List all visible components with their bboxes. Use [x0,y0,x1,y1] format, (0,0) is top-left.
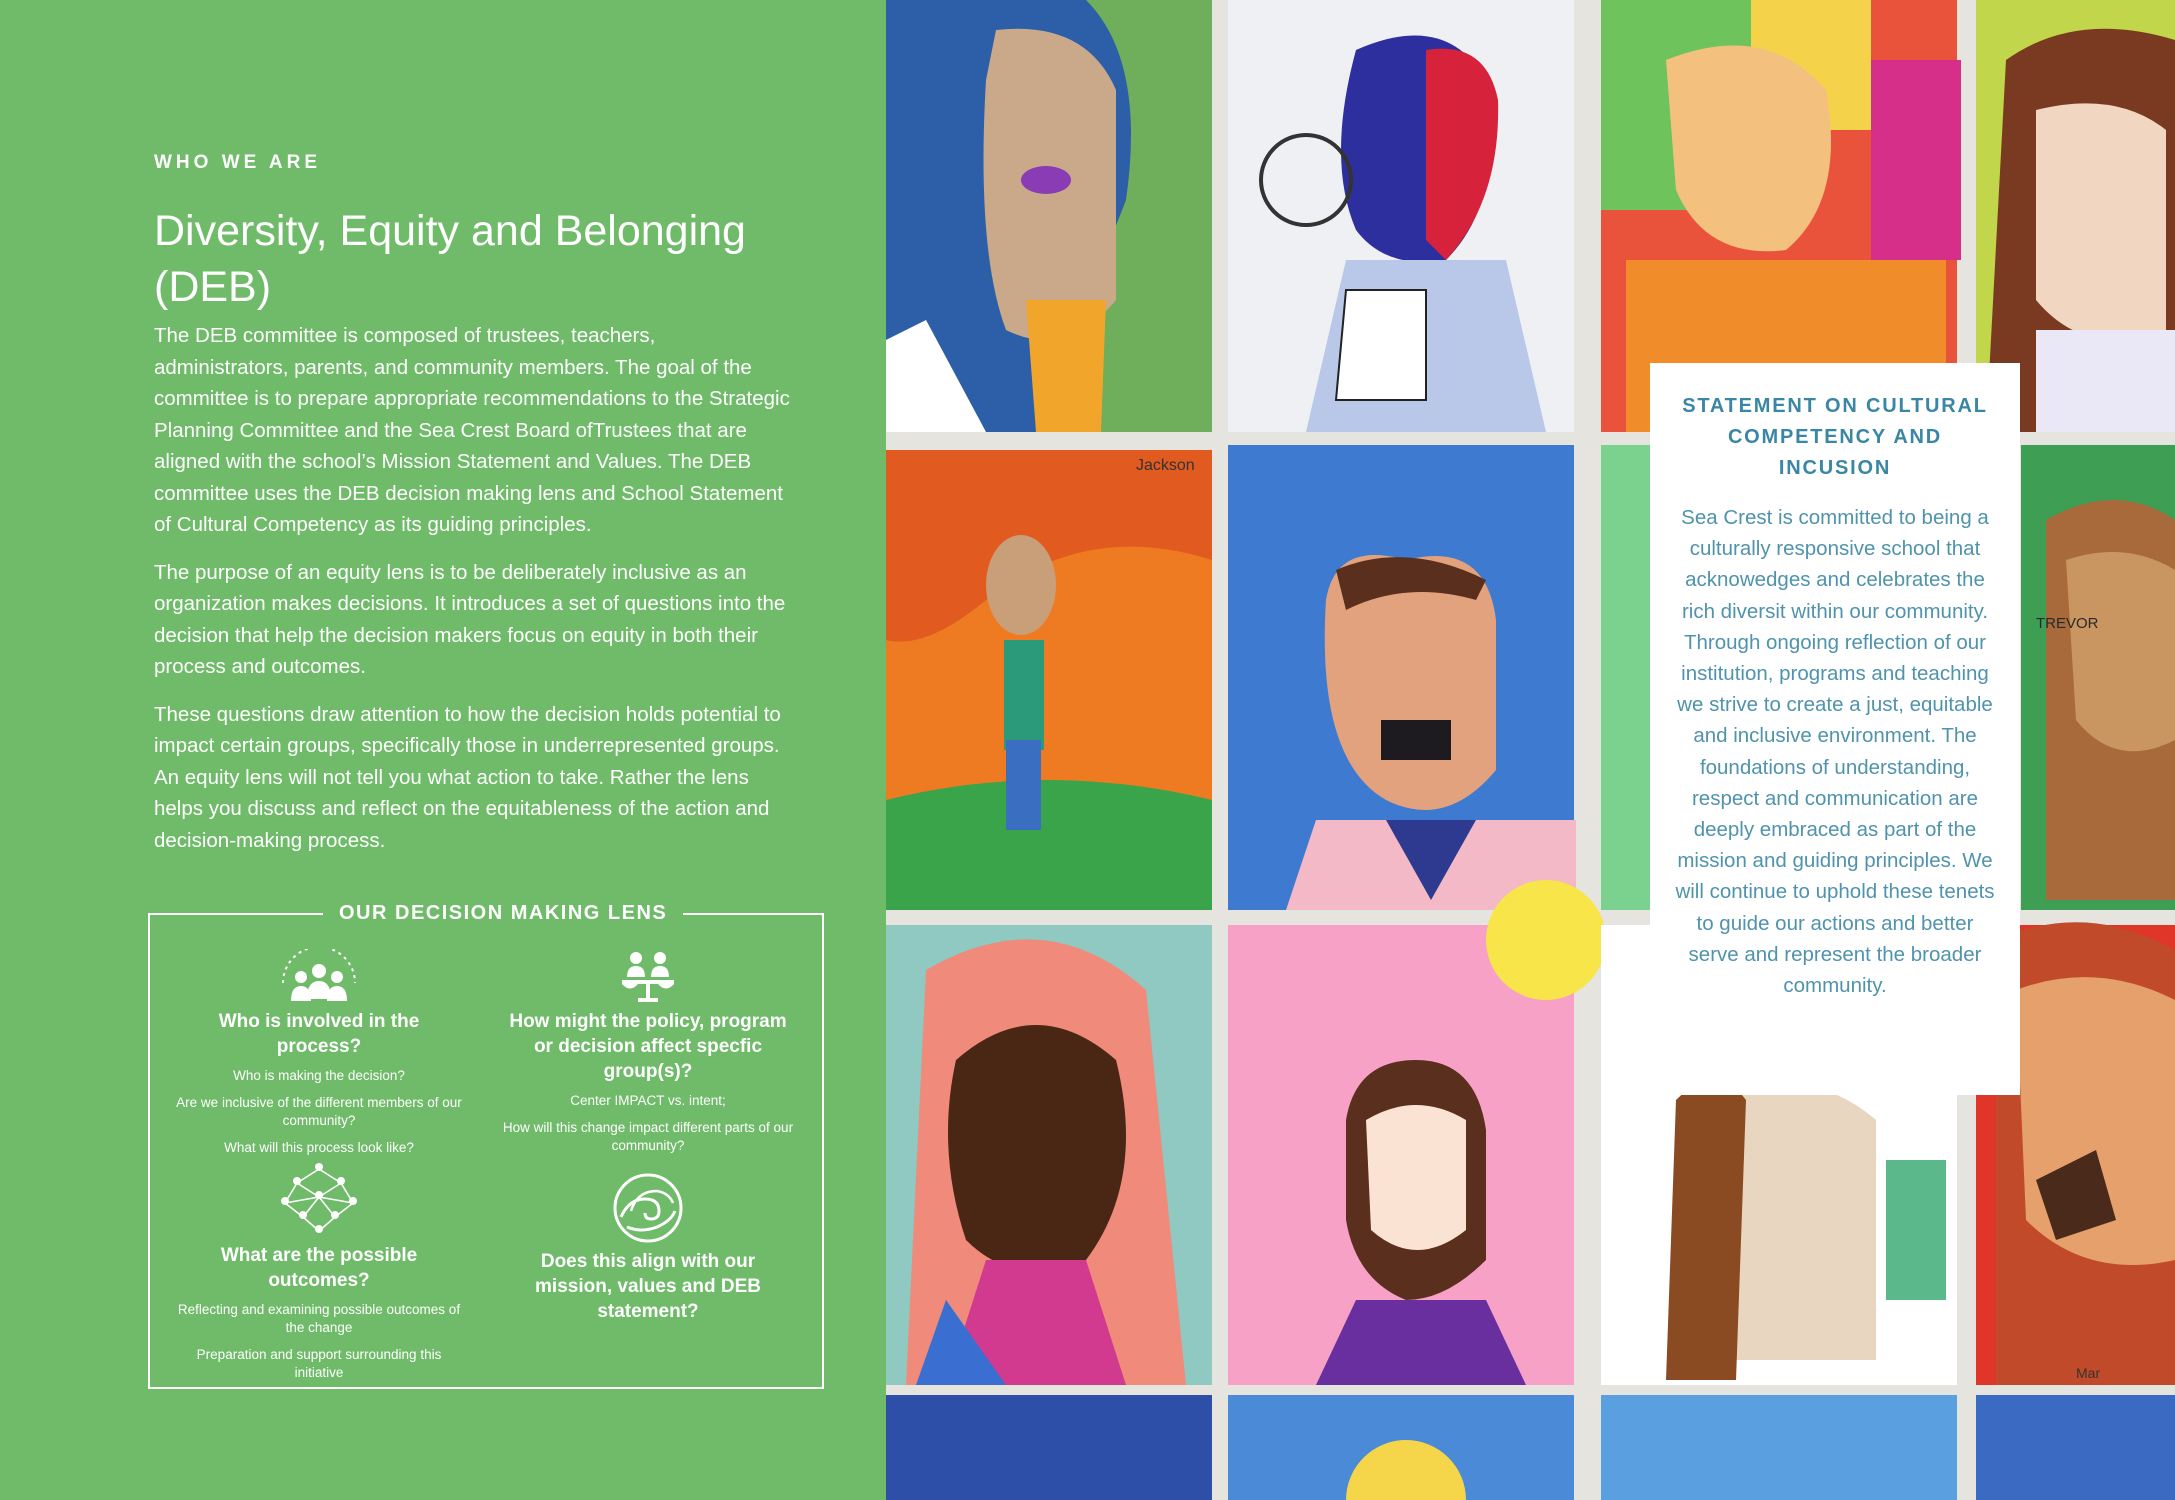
statement-body: Sea Crest is committed to being a culturally responsive school that acknowedges and celebrates the rich diversit within our community. Through ongoing reflection of our institution, programs and teaching we strive to create a just, equitable and inclusive environment. The foundations of understanding, respect and communication are deeply embraced as part of the mission and guiding principles. We will continue to uphold these tenets to guide our actions and better serve and represent the broader community. [1675,506,1995,998]
svg-text:TREVOR: TREVOR [2036,615,2099,632]
statement-title: STATEMENT ON CULTURAL COMPETENCY AND INCUSION [1682,395,1988,479]
decision-lens-box [148,902,824,1389]
svg-text:Mar: Mar [2076,1365,2101,1381]
question-sub: How will this change impact different parts of our community? [502,1120,794,1153]
portrait-10 [1228,880,1606,1385]
question-sub: Are we inclusive of the different members of our community? [176,1095,462,1128]
lens-question [174,1161,464,1391]
portrait-5 [886,450,1212,910]
portrait-9 [886,925,1212,1385]
paragraph: The purpose of an equity lens is to be deliberately inclusive as an organization makes decisions. It introduces a set of questions into the decision that help the decision makers focus on equity in both their process and outcomes. [154,560,786,678]
question-sub: Who is making the decision? [233,1068,405,1083]
lens-question [500,1171,796,1332]
page-title: Diversity, Equity and Belonging (DEB) [154,207,746,311]
question-sub: Center IMPACT vs. intent; [570,1093,726,1108]
question-title: What are the possible outcomes? [220,1245,418,1291]
left-panel [0,0,886,1500]
portrait-2 [1228,0,1574,432]
body-text [154,320,794,872]
group-icon [277,949,361,1005]
network-icon [277,1161,361,1239]
statement-card [1650,363,2020,1095]
question-title: How might the policy, program or decision affect specfic group(s)? [509,1011,787,1082]
portrait-8 [2021,445,2175,910]
portrait-6 [1228,445,1576,910]
question-sub: Preparation and support surrounding this initiative [196,1347,442,1380]
section-eyebrow: WHO WE ARE [154,152,322,173]
lens-title: OUR DECISION MAKING LENS [323,902,683,925]
question-title: Does this align with our mission, values and DEB statement? [535,1251,761,1322]
lens-question [500,949,796,1164]
portrait-13 [886,1395,2175,1500]
question-title: Who is involved in the process? [218,1011,420,1057]
question-sub: Reflecting and examining possible outcomes of the change [177,1302,461,1335]
paragraph: These questions draw attention to how the decision holds potential to impact certain groups, specifically those in underrepresented groups. An equity lens will not tell you what action to take. Rather the lens helps you discuss and reflect on the equitableness of the action and decision-making process. [154,702,781,852]
scale-people-icon [616,949,680,1005]
paragraph: The DEB committee is composed of trustees, teachers, administrators, parents, and community members. The goal of the committee is to prepare appropriate recommendations to the Strategic Planning Committee and the Sea Crest Board ofTrustees that are aligned with the school’s Mission Statement and Values. The DEB committee uses the DEB decision making lens and School Statement of Cultural Competency as its guiding principles. [154,324,790,536]
svg-text:Jackson: Jackson [1136,457,1195,474]
portrait-1 [886,0,1212,432]
question-sub: What will this process look like? [224,1140,414,1155]
lens-question [174,949,464,1166]
wave-circle-icon [611,1171,685,1245]
